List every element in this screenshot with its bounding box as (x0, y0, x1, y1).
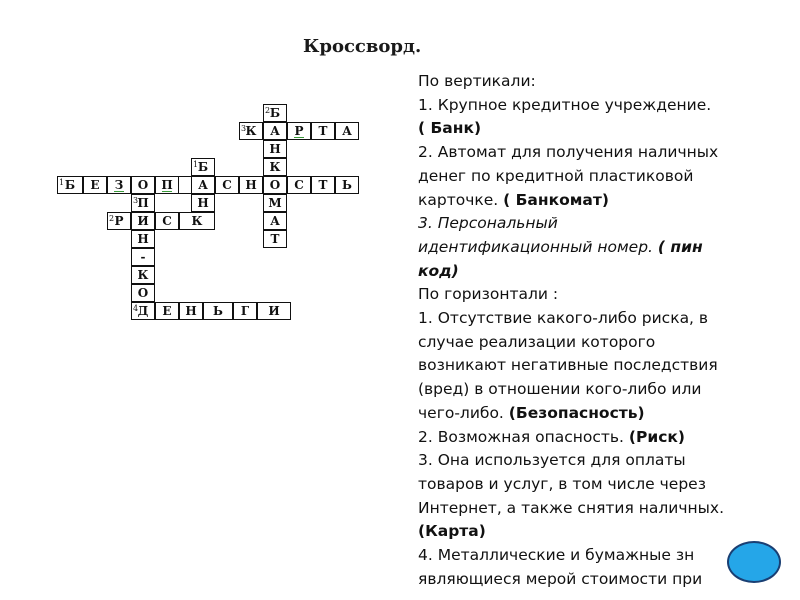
clue-text: (вред) в отношении кого-либо или (418, 380, 702, 399)
crossword-cell[interactable]: Г (233, 302, 257, 320)
crossword-cell[interactable]: С (215, 176, 239, 194)
crossword-cell[interactable]: 2 Р (107, 212, 131, 230)
crossword-cell[interactable]: 2 Б (263, 104, 287, 122)
crossword-cell[interactable]: И (131, 212, 155, 230)
crossword-cell[interactable]: С (155, 212, 179, 230)
crossword-cell[interactable]: - (131, 248, 155, 266)
crossword-cell[interactable]: Ь (335, 176, 359, 194)
crossword-cell[interactable]: Н (131, 230, 155, 248)
crossword-cell[interactable]: А (335, 122, 359, 140)
clue-answer: ( пин (657, 237, 703, 256)
crossword-cell[interactable]: 4 Д (131, 302, 155, 320)
clue-answer: ( Банк) (418, 119, 482, 138)
clue-text: Интернет, а также снятия наличных. (418, 498, 725, 517)
clue-text: идентификационный номер. ( пин (418, 237, 703, 256)
clue-answer: ( Банкомат) (503, 190, 609, 209)
crossword-cell-gap (179, 176, 191, 194)
crossword-cell[interactable]: Н (263, 140, 287, 158)
crossword-cell[interactable]: А (263, 212, 287, 230)
clue-answer: (Карта) (418, 522, 486, 541)
crossword-cell[interactable]: К (263, 158, 287, 176)
crossword-cell[interactable]: О (131, 176, 155, 194)
clue-text: 3. Она используется для оплаты (418, 451, 686, 470)
clue-text: денег по кредитной пластиковой (418, 166, 694, 185)
crossword-cell[interactable]: Т (311, 122, 335, 140)
nav-circle-button[interactable] (727, 541, 781, 583)
crossword-cell[interactable]: К (131, 266, 155, 284)
clue-text: 2. Возможная опасность. (Риск) (418, 427, 686, 446)
crossword-cell[interactable]: Т (311, 176, 335, 194)
crossword-cell[interactable]: И (257, 302, 291, 320)
clue-answer: (Безопасность) (508, 403, 645, 422)
clue-text: являющиеся мерой стоимости при (418, 569, 703, 588)
crossword-cell[interactable]: О (131, 284, 155, 302)
crossword-cell[interactable]: О (263, 176, 287, 194)
clue-text: чего-либо. (Безопасность) (418, 403, 645, 422)
clue-answer: код) (418, 261, 459, 280)
crossword-cell[interactable]: С (287, 176, 311, 194)
crossword-cell[interactable]: Е (155, 302, 179, 320)
clues-text (418, 70, 790, 591)
crossword-cell[interactable]: А (263, 122, 287, 140)
crossword-cell[interactable]: З (107, 176, 131, 194)
clue-text: карточке. ( Банкомат) (418, 190, 609, 209)
crossword-cell[interactable]: Р (287, 122, 311, 140)
clues-horizontal-heading: По горизонтали : (418, 285, 559, 304)
clue-text: 1. Отсутствие какого-либо риска, в (418, 309, 709, 328)
clue-text: возникают негативные последствия (418, 356, 718, 375)
crossword-cell[interactable]: 3 П (131, 194, 155, 212)
clue-text: 3. Персональный (418, 214, 558, 233)
clue-answer: (Риск) (628, 427, 686, 446)
crossword-cell[interactable]: Н (191, 194, 215, 212)
crossword-cell[interactable]: П (155, 176, 179, 194)
crossword-cell[interactable]: Ь (203, 302, 233, 320)
crossword-cell[interactable]: 3 К (239, 122, 263, 140)
clue-text: случае реализации которого (418, 332, 656, 351)
clue-text: 2. Автомат для получения наличных (418, 143, 719, 162)
crossword-cell[interactable]: Т (263, 230, 287, 248)
crossword-cell[interactable]: Н (239, 176, 263, 194)
crossword-cell[interactable]: К (179, 212, 215, 230)
crossword-cell[interactable]: 1 Б (191, 158, 215, 176)
crossword-cell[interactable]: Н (179, 302, 203, 320)
clues-vertical-heading: По вертикали: (418, 72, 536, 90)
crossword-cell[interactable]: А (191, 176, 215, 194)
clue-text: 4. Металлические и бумажные зн (418, 546, 695, 565)
clue-text: товаров и услуг, в том числе через (418, 474, 706, 493)
crossword-cell[interactable]: М (263, 194, 287, 212)
clue-text: 1. Крупное кредитное учреждение. (418, 95, 712, 114)
page-title: Кроссворд. (303, 36, 422, 57)
crossword-cell[interactable]: Е (83, 176, 107, 194)
crossword-cell[interactable]: 1 Б (57, 176, 83, 194)
